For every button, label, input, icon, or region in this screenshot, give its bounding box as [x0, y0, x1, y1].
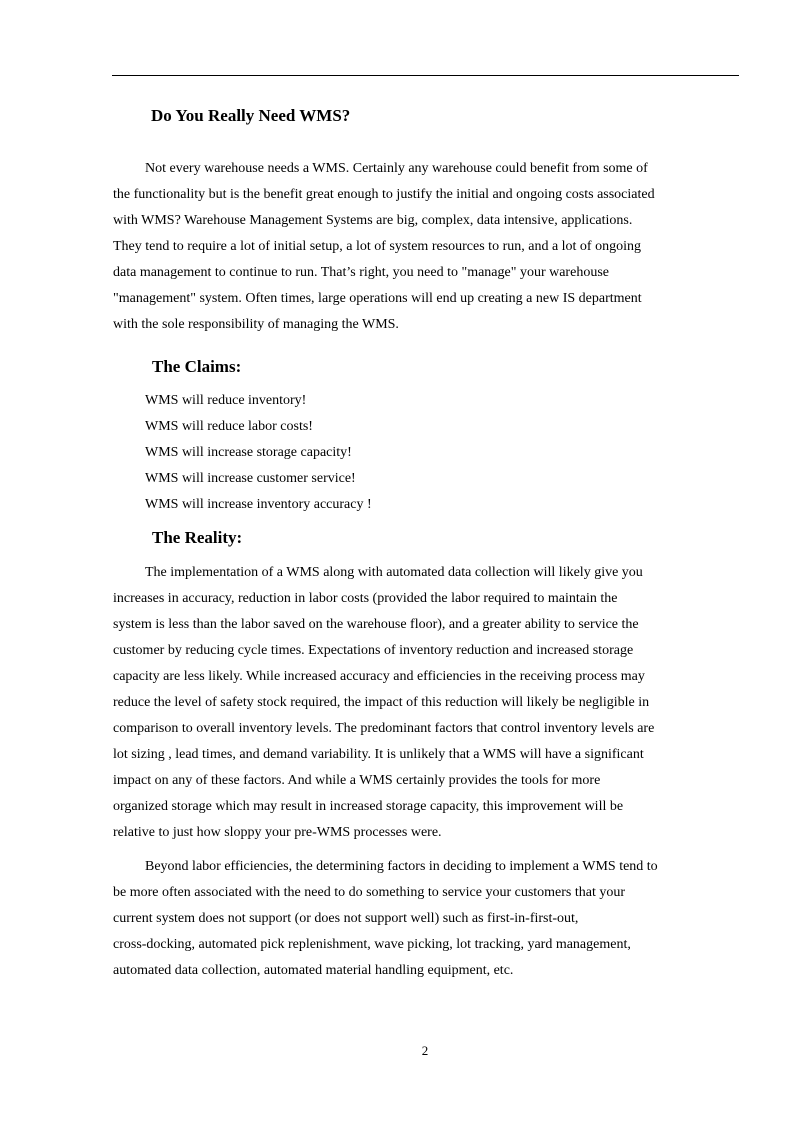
paragraph-line: the functionality but is the benefit great enough to justify the initial and ongoing costs associated [113, 187, 655, 202]
paragraph-line: capacity are less likely. While increased accuracy and efficiencies in the receiving process may [113, 669, 645, 684]
paragraph-line: with the sole responsibility of managing the WMS. [113, 317, 399, 332]
section-title-reality: The Reality: [152, 528, 243, 547]
paragraph-line: organized storage which may result in increased storage capacity, this improvement will be [113, 799, 624, 814]
paragraph-line: The implementation of a WMS along with automated data collection will likely give you [145, 565, 643, 580]
paragraph-line: Not every warehouse needs a WMS. Certainly any warehouse could benefit from some of [145, 161, 648, 176]
header-rule [112, 75, 739, 76]
paragraph-line: impact on any of these factors. And while a WMS certainly provides the tools for more [113, 773, 601, 788]
paragraph-line: customer by reducing cycle times. Expectations of inventory reduction and increased storage [113, 643, 634, 658]
paragraph-line: relative to just how sloppy your pre-WMS processes were. [113, 825, 442, 840]
claim-item: WMS will reduce labor costs! [145, 419, 313, 434]
paragraph-line: current system does not support (or does not support well) such as first-in-first-out, [113, 911, 579, 926]
claim-item: WMS will increase inventory accuracy ! [145, 497, 372, 512]
section-title-need-wms: Do You Really Need WMS? [151, 106, 351, 125]
paragraph-line: lot sizing , lead times, and demand variability. It is unlikely that a WMS will have a significant [113, 747, 644, 762]
paragraph-line: cross-docking, automated pick replenishment, wave picking, lot tracking, yard management, [113, 937, 631, 952]
paragraph-line: comparison to overall inventory levels. The predominant factors that control inventory levels are [113, 721, 655, 736]
paragraph-line: with WMS? Warehouse Management Systems are big, complex, data intensive, applications. [113, 213, 633, 228]
paragraph-line: system is less than the labor saved on the warehouse floor), and a greater ability to service the [113, 617, 639, 632]
paragraph-line: Beyond labor efficiencies, the determining factors in deciding to implement a WMS tend to [145, 859, 658, 874]
claim-item: WMS will increase customer service! [145, 471, 356, 486]
paragraph-line: They tend to require a lot of initial setup, a lot of system resources to run, and a lot of ongoing [113, 239, 641, 254]
paragraph-line: be more often associated with the need to do something to service your customers that your [113, 885, 626, 900]
page-number: 2 [421, 1043, 429, 1058]
paragraph-line: data management to continue to run. That’s right, you need to "manage" your warehouse [113, 265, 609, 280]
claim-item: WMS will reduce inventory! [145, 393, 307, 408]
paragraph-line: reduce the level of safety stock required, the impact of this reduction will likely be negligible in [113, 695, 650, 710]
claim-item: WMS will increase storage capacity! [145, 445, 352, 460]
paragraph-line: increases in accuracy, reduction in labor costs (provided the labor required to maintain the [113, 591, 618, 606]
paragraph-line: "management" system. Often times, large operations will end up creating a new IS department [113, 291, 642, 306]
paragraph-line: automated data collection, automated material handling equipment, etc. [113, 963, 514, 978]
section-title-claims: The Claims: [152, 357, 242, 376]
